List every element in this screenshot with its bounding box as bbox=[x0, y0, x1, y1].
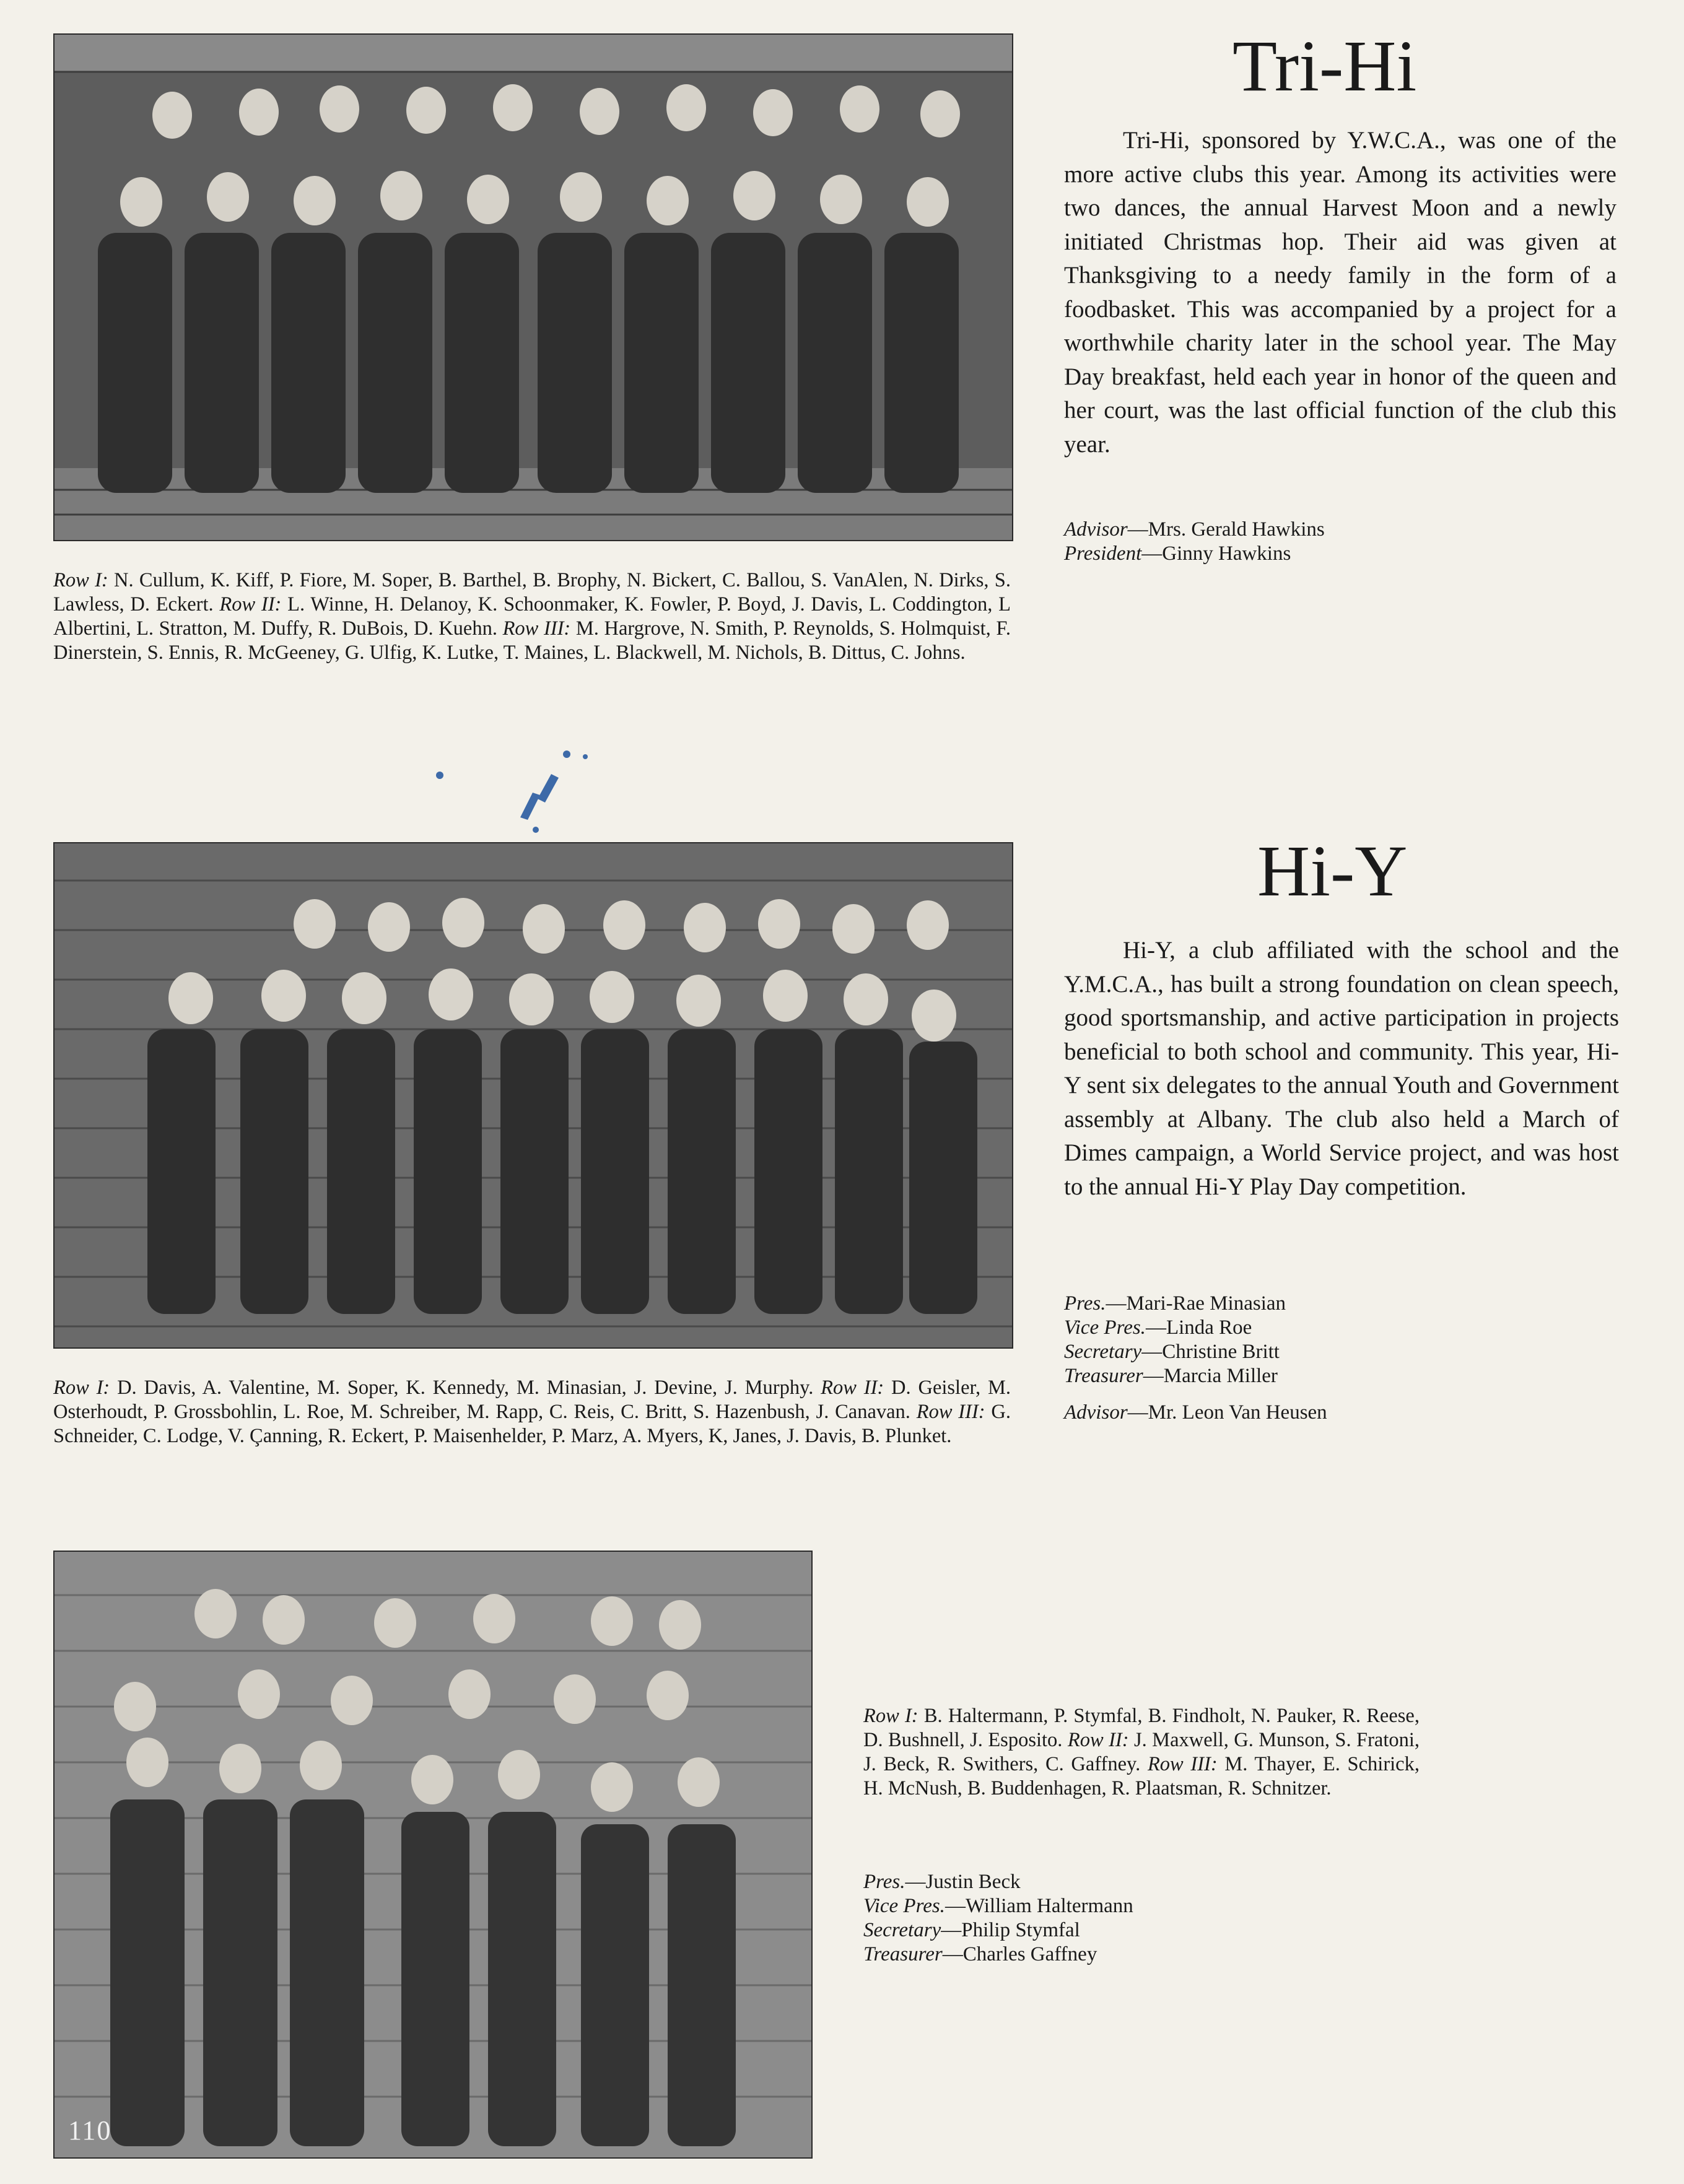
hiy-treasurer: Treasurer—Marcia Miller bbox=[1064, 1365, 1278, 1387]
trihi-caption: Row I: N. Cullum, K. Kiff, P. Fiore, M. Soper, B. Barthel, B. Brophy, N. Bickert, C. Ballou, S. VanAlen, N. Dirks, S. Lawless, D. Eckert. Row II: L. Winne, H. Delanoy, K. Schoonmaker, K. Fowler, P. Boyd, J. Davis, L. Coddington, L Albertini, L. Stratton, M. Duffy, R. DuBois, D. Kuehn. Row III: M. Hargrove, N. Smith, P. Reynolds, S. Holmquist, F. Dinerstein, S. Ennis, R. McGeeney, G. Ulfig, K. Lutke, T. Maines, L. Blackwell, M. Nichols, B. Dittus, C. Johns. bbox=[53, 569, 1011, 664]
boys-group-photo bbox=[53, 1551, 813, 2159]
boys-vice-president: Vice Pres.—William Haltermann bbox=[863, 1895, 1133, 1917]
ink-blot bbox=[427, 743, 607, 848]
trihi-title: Tri-Hi bbox=[1232, 25, 1417, 107]
trihi-advisor: Advisor—Mrs. Gerald Hawkins bbox=[1064, 518, 1325, 541]
hiy-secretary: Secretary—Christine Britt bbox=[1064, 1341, 1280, 1363]
hiy-officers bbox=[1064, 1292, 1327, 1425]
hiy-description: Hi-Y, a club affiliated with the school and the Y.M.C.A., has built a strong foundation on clean speech, good sportsmanship, and active participation in projects beneficial to both school and community. This year, Hi-Y sent six delegates to the annual Youth and Government assembly at Albany. The club also held a March of Dimes campaign, a World Service project, and was host to the annual Hi-Y Play Day competition. bbox=[1064, 937, 1619, 1200]
hiy-caption: Row I: D. Davis, A. Valentine, M. Soper, K. Kennedy, M. Minasian, J. Devine, J. Murphy. Row II: D. Geisler, M. Osterhoudt, P. Grossbohlin, L. Roe, M. Schreiber, M. Rapp, C. Reis, C. Britt, S. Hazenbush, J. Canavan. Row III: G. Schneider, C. Lodge, V. Çanning, R. Eckert, P. Maisenhelder, P. Marz, A. Myers, K, Janes, J. Davis, B. Plunket. bbox=[53, 1377, 1011, 1447]
boys-photo-illustration bbox=[55, 1552, 811, 2157]
hiy-photo-illustration bbox=[55, 843, 1012, 1347]
page-number: 110 bbox=[68, 2115, 112, 2146]
boys-secretary: Secretary—Philip Stymfal bbox=[863, 1919, 1080, 1941]
hiy-group-photo bbox=[53, 842, 1013, 1349]
trihi-description: Tri-Hi, sponsored by Y.W.C.A., was one of the more active clubs this year. Among its activities were two dances, the annual Harvest Moon and a newly initiated Christmas hop. Their aid was given at Thanksgiving to a needy family in the form of a foodbasket. This was accompanied by a project for a worthwhile charity later in the school year. The May Day breakfast, held each year in honor of the queen and her court, was the last official function of the club this year. bbox=[1064, 127, 1616, 458]
hiy-advisor: Advisor—Mr. Leon Van Heusen bbox=[1064, 1401, 1327, 1424]
boys-caption: Row I: B. Haltermann, P. Stymfal, B. Findholt, N. Pauker, R. Reese, D. Bushnell, J. Esposito. Row II: J. Maxwell, G. Munson, S. Fratoni, J. Beck, R. Swithers, C. Gaffney. Row III: M. Thayer, E. Schirick, H. McNush, B. Buddenhagen, R. Plaatsman, R. Schnitzer. bbox=[863, 1705, 1420, 1799]
boys-officers bbox=[863, 1870, 1133, 1967]
trihi-photo-illustration bbox=[55, 35, 1012, 540]
boys-treasurer: Treasurer—Charles Gaffney bbox=[863, 1943, 1097, 1965]
hiy-president: Pres.—Mari-Rae Minasian bbox=[1064, 1292, 1286, 1315]
hiy-title: Hi-Y bbox=[1257, 830, 1408, 911]
trihi-president: President—Ginny Hawkins bbox=[1064, 542, 1291, 565]
trihi-officers bbox=[1064, 518, 1325, 566]
trihi-group-photo bbox=[53, 33, 1013, 541]
boys-president: Pres.—Justin Beck bbox=[863, 1871, 1021, 1893]
hiy-vice-president: Vice Pres.—Linda Roe bbox=[1064, 1316, 1252, 1339]
